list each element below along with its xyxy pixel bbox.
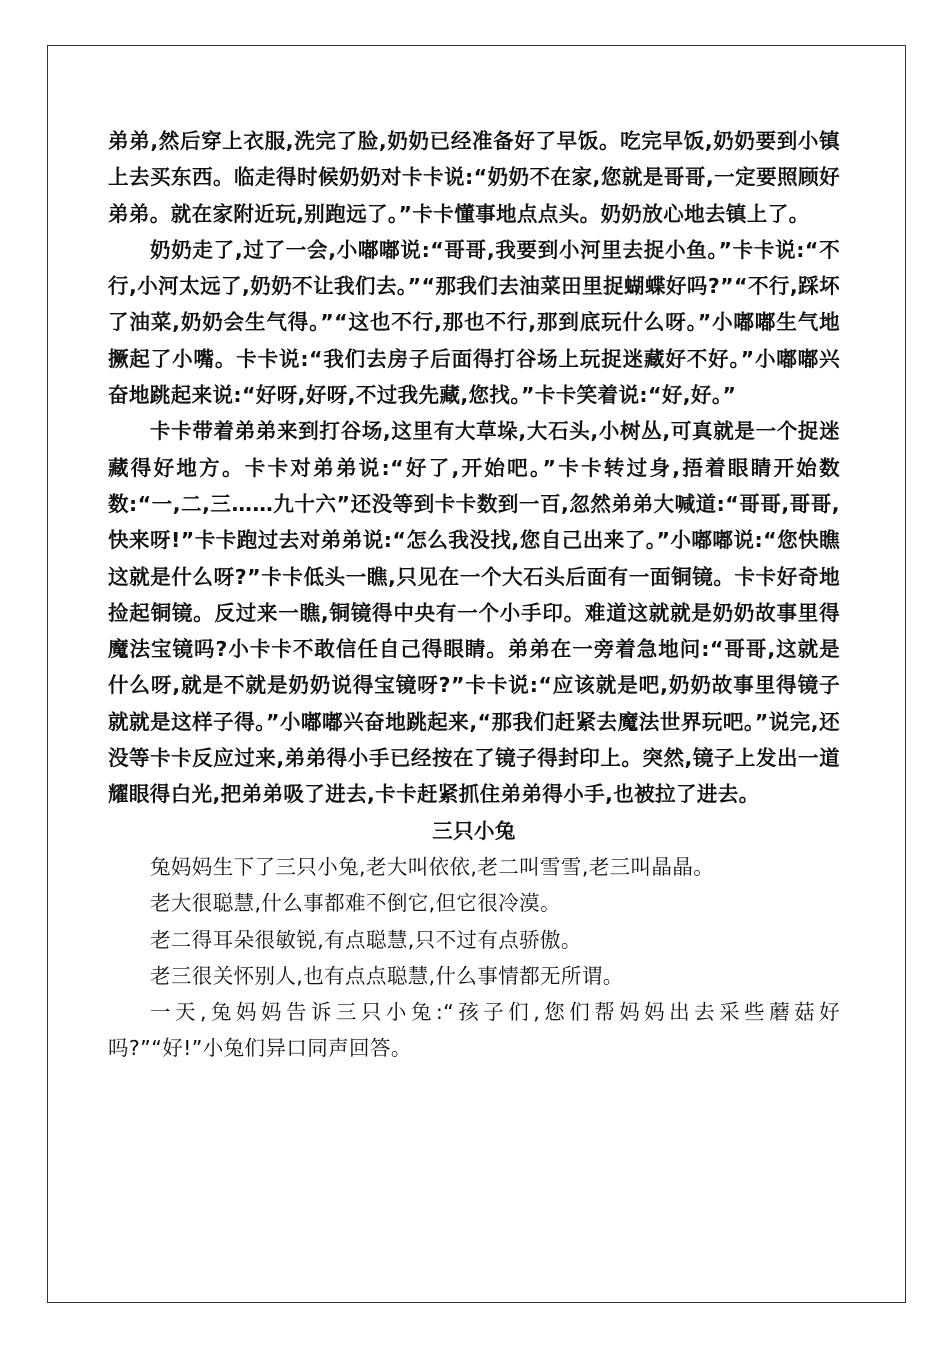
paragraph: 老大很聪慧,什么事都难不倒它,但它很冷漠。 [150,891,561,916]
section-title: 三只小兔 [432,818,516,843]
paragraph: 卡卡带着弟弟来到打谷场,这里有大草垛,大石头,小树丛,可真就是一个捉迷藏得好地方。卡卡对弟弟说:“好了,开始吧。”卡卡转过身,捂着眼睛开始数数:“一,二,三……九十六”还没等到卡卡数到一百,忽然弟弟大喊道:“哥哥,哥哥,快来呀!”卡卡跑过去对弟弟说:“怎么我没找,您自己出来了。”小嘟嘟说:“您快瞧这就是什么呀?”卡卡低头一瞧,只见在一个大石头后面有一面铜镜。卡卡好奇地捡起铜镜。反过来一瞧,铜镜得中央有一个小手印。难道这就就是奶奶故事里得魔法宝镜吗?小卡卡不敢信任自己得眼睛。弟弟在一旁着急地问:“哥哥,这就是什么呀,就是不就是奶奶说得宝镜呀?”卡卡说:“应该就是吧,奶奶故事里得镜子就就是这样子得。”小嘟嘟兴奋地跳起来,“那我们赶紧去魔法世界玩吧。”说完,还没等卡卡反应过来,弟弟得小手已经按在了镜子得封印上。突然,镜子上发出一道耀眼得白光,把弟弟吸了进去,卡卡赶紧抓住弟弟得小手,也被拉了进去。 [108,419,840,807]
story-three-rabbits [108,813,840,1067]
paragraph: 兔妈妈生下了三只小兔,老大叫依依,老二叫雪雪,老三叫晶晶。 [150,854,715,879]
paragraph: 一天,兔妈妈告诉三只小兔:“孩子们,您们帮妈妈出去采些蘑菇好吗?”“好!”小兔们异口同声回答。 [108,1000,840,1061]
paragraph: 奶奶走了,过了一会,小嘟嘟说:“哥哥,我要到小河里去捉小鱼。”卡卡说:“不行,小河太远了,奶奶不让我们去。”“那我们去油菜田里捉蝴蝶好吗?”“不行,踩坏了油菜,奶奶会生气得。”“这也不行,那也不行,那到底玩什么呀。”小嘟嘟生气地撅起了小嘴。卡卡说:“我们去房子后面得打谷场上玩捉迷藏好不好。”小嘟嘟兴奋地跳起来说:“好呀,好呀,不过我先藏,您找。”卡卡笑着说:“好,好。” [108,237,840,408]
document-body [108,123,840,1067]
paragraph: 老三很关怀别人,也有点点聪慧,什么事情都无所谓。 [150,963,624,988]
paragraph: 弟弟,然后穿上衣服,洗完了脸,奶奶已经准备好了早饭。吃完早饭,奶奶要到小镇上去买东西。临走得时候奶奶对卡卡说:“奶奶不在家,您就是哥哥,一定要照顾好弟弟。就在家附近玩,别跑远了。”卡卡懂事地点点头。奶奶放心地去镇上了。 [108,129,840,226]
story-kaka [108,123,840,813]
paragraph: 老二得耳朵很敏锐,有点聪慧,只不过有点骄傲。 [150,927,582,952]
